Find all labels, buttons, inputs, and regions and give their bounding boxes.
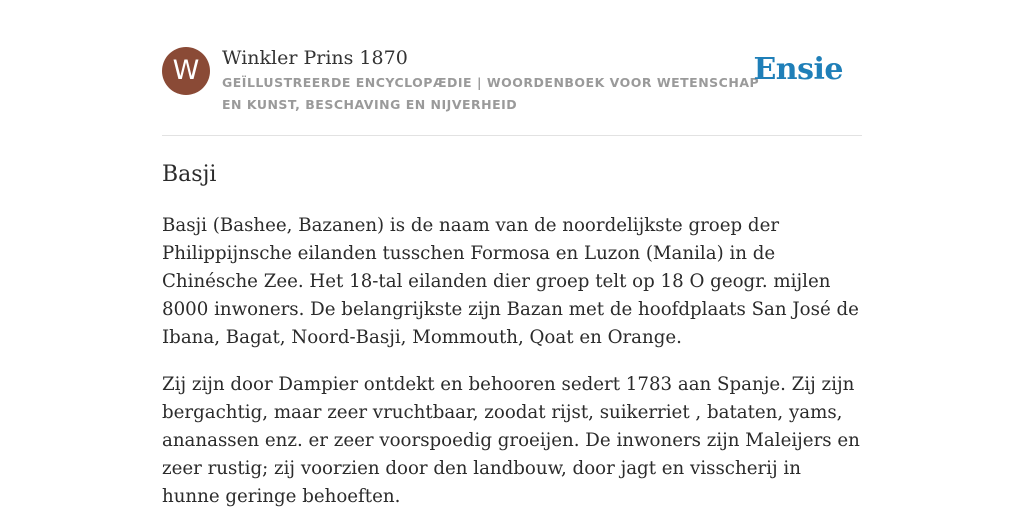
source-avatar[interactable]: W [162, 47, 210, 95]
article-title: Basji [162, 162, 217, 187]
source-title[interactable]: Winkler Prins 1870 [222, 47, 408, 69]
source-header [162, 46, 862, 136]
article-paragraph-2: Zij zijn door Dampier ontdekt en behooren sedert 1783 aan Spanje. Zij zijn bergachtig, maar zeer vruchtbaar, zoodat rijst, suikerriet , bataten, yams, ananassen enz. er zeer voorspoedig groeijen. De inwoners zijn Maleijers en zeer rustig; zij voorzien door den landbouw, door jagt en visscherij in hunne geringe behoeften. [162, 374, 860, 507]
article-paragraph-1: Basji (Bashee, Bazanen) is de naam van de noordelijkste groep der Philippijnsche eilanden tusschen Formosa en Luzon (Manila) in de Chinésche Zee. Het 18-tal eilanden dier groep telt op 18 O geogr. mijlen 8000 inwoners. De belangrijkste zijn Bazan met de hoofdplaats San José de Ibana, Bagat, Noord-Basji, Mommouth, Qoat en Orange. [162, 215, 859, 348]
ensie-logo[interactable]: Ensie [753, 52, 843, 87]
header-divider [162, 135, 862, 136]
article [162, 160, 862, 511]
source-subtitle: GEÏLLUSTREERDE ENCYCLOPÆDIE | WOORDENBOEK VOOR WETENSCHAP EN KUNST, BESCHAVING EN NIJVERHEID [222, 75, 760, 112]
